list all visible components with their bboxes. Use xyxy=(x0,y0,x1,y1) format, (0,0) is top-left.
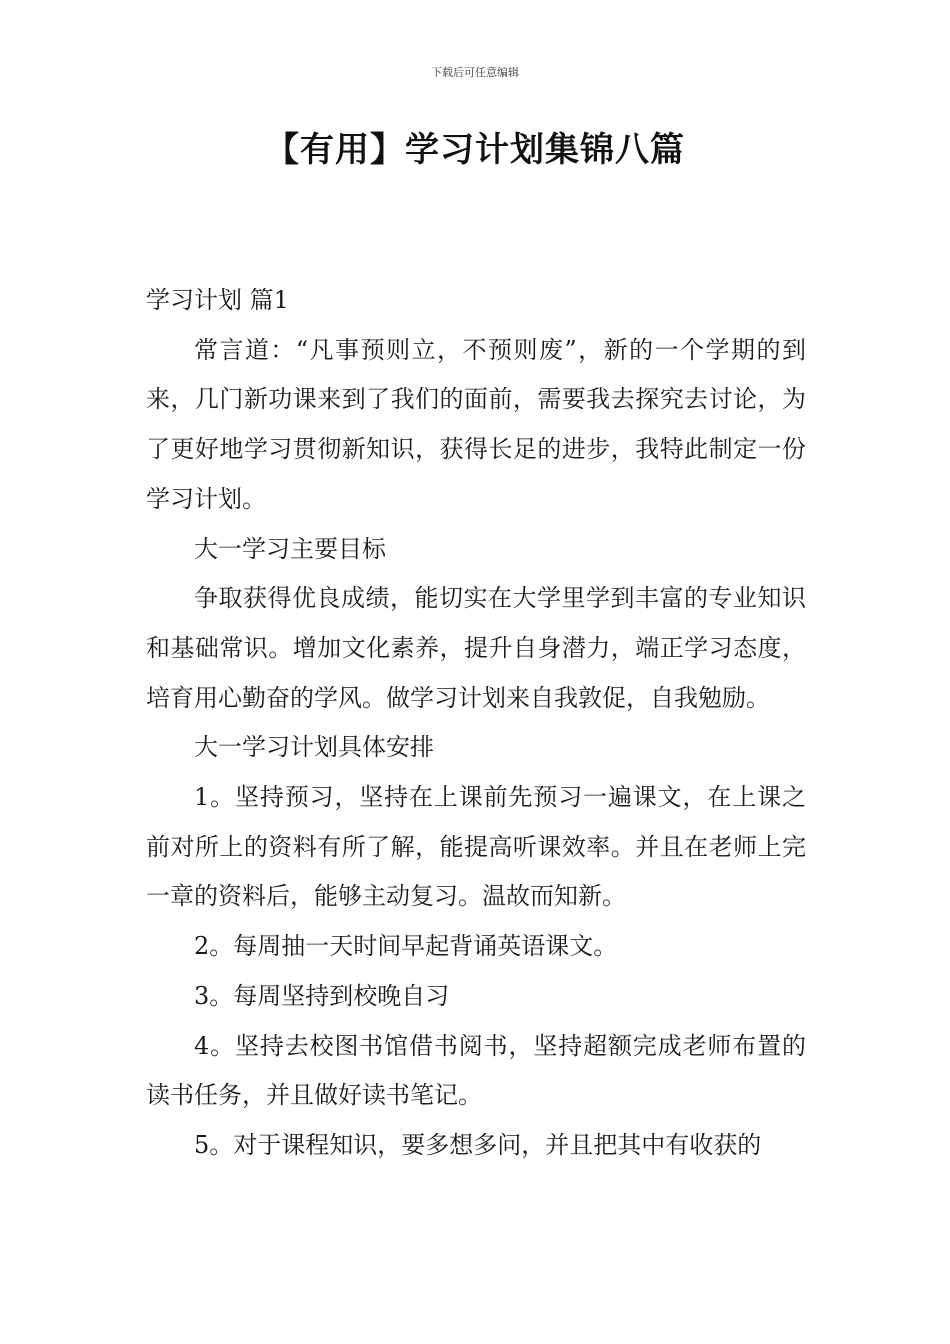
paragraph: 常言道：“凡事预则立，不预则废”，新的一个学期的到来，几门新功课来到了我们的面前，需要我去探究去讨论，为了更好地学习贯彻新知识，获得长足的进步，我特此制定一份学习计划。 xyxy=(146,335,806,513)
document-body xyxy=(146,276,806,1171)
list-item: 1。坚持预习，坚持在上课前先预习一遍课文，在上课之前对所上的资料有所了解，能提高听课效率。并且在老师上完一章的资料后，能够主动复习。温故而知新。 xyxy=(146,783,806,911)
paragraph: 争取获得优良成绩，能切实在大学里学到丰富的专业知识和基础常识。增加文化素养，提升自身潜力，端正学习态度，培育用心勤奋的学风。做学习计划来自我敦促，自我勉励。 xyxy=(146,584,806,712)
list-item: 4。坚持去校图书馆借书阅书，坚持超额完成老师布置的读书任务，并且做好读书笔记。 xyxy=(146,1031,806,1110)
subheading-goals: 大一学习主要目标 xyxy=(194,534,386,563)
list-item: 5。对于课程知识，要多想多问，并且把其中有收获的 xyxy=(194,1130,762,1159)
document-title: 【有用】学习计划集锦八篇 xyxy=(265,130,685,170)
section-heading: 学习计划 篇1 xyxy=(146,286,289,314)
subheading-plan: 大一学习计划具体安排 xyxy=(194,733,434,762)
header-note: 下载后可任意编辑 xyxy=(431,66,519,79)
list-item: 2。每周抽一天时间早起背诵英语课文。 xyxy=(194,932,618,961)
list-item: 3。每周坚持到校晚自习 xyxy=(194,981,450,1010)
